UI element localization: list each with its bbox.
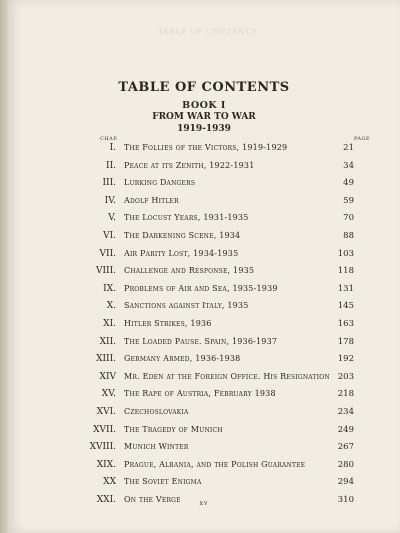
chapter-title: The Soviet Enigma [124, 477, 202, 487]
toc-row [8, 246, 400, 264]
chapter-title: Czechoslovakia [124, 406, 189, 416]
chapter-title: The Follies of the Victors, 1919-1929 [124, 143, 288, 152]
page-number: 280 [337, 459, 354, 470]
bleed-through-text: TABLE OF CONTENTS [158, 28, 257, 36]
chapter-title: Prague, Albania, and the Polish Guarantee [124, 459, 306, 469]
chapter-title: Challenge and Response, 1935 [124, 266, 255, 276]
chapter-title: On the Verge [124, 494, 181, 504]
chapter-number: XV. [101, 389, 116, 400]
toc-row [8, 316, 400, 334]
toc-row [8, 474, 400, 492]
chapter-number: XIV [99, 371, 116, 382]
chapter-title: The Locust Years, 1931-1935 [124, 213, 249, 223]
chapter-number: XVII. [93, 424, 116, 435]
page-number: 49 [343, 178, 354, 189]
chapter-title: Sanctions against Italy, 1935 [124, 301, 249, 311]
book-label: BOOK I [182, 100, 226, 111]
chapter-title: Problems of Air and Sea, 1935-1939 [124, 283, 278, 293]
chapter-title: Munich Winter [124, 442, 189, 452]
page-column-header: PAGE [354, 136, 371, 142]
chapter-title: Hitler Strikes, 1936 [124, 318, 212, 328]
page-number: 192 [337, 354, 354, 365]
chapter-number: IV. [104, 195, 116, 206]
chapter-number: XVI. [96, 406, 116, 417]
chapter-title: Air Parity Lost, 1934-1935 [124, 248, 239, 258]
toc-row [8, 386, 400, 404]
toc-row [8, 439, 400, 457]
chapter-number: XVIII. [89, 442, 116, 453]
page-number: 203 [337, 371, 354, 382]
chapter-title: The Rape of Austria, February 1938 [124, 389, 276, 399]
page-number: 21 [343, 143, 354, 153]
toc-row [8, 281, 400, 299]
toc-row [8, 158, 400, 176]
chapter-number: X. [106, 301, 116, 312]
page-number: 103 [337, 248, 354, 259]
toc-row [8, 369, 400, 387]
chapter-number: XII. [99, 336, 116, 347]
toc-row [8, 404, 400, 422]
page-number: 294 [337, 477, 354, 488]
toc-row [8, 175, 400, 193]
book-subtitle: FROM WAR TO WAR [152, 112, 256, 122]
toc-row [8, 351, 400, 369]
chapter-number: I. [109, 143, 116, 153]
chapter-number: XX [103, 477, 116, 488]
page-number: 310 [337, 494, 354, 505]
toc-row [8, 457, 400, 475]
chapter-number: VII. [99, 248, 116, 259]
page-number: 234 [337, 406, 354, 417]
toc-row [8, 422, 400, 440]
toc-row [8, 193, 400, 211]
page-number: 178 [337, 336, 354, 347]
chapter-column-header: CHAP. [100, 136, 119, 142]
page-number: 88 [343, 230, 354, 241]
chapter-title: The Loaded Pause. Spain, 1936-1937 [124, 336, 278, 346]
toc-list [8, 140, 400, 509]
chapter-title: Peace at its Zenith, 1922-1931 [124, 160, 255, 170]
chapter-title: Germany Armed, 1936-1938 [124, 354, 241, 364]
book-page [8, 0, 400, 533]
chapter-number: XIX. [96, 459, 116, 470]
chapter-number: IX. [103, 283, 116, 294]
page-title: TABLE OF CONTENTS [118, 80, 290, 95]
chapter-number: III. [102, 178, 116, 189]
toc-row [8, 298, 400, 316]
toc-row [8, 210, 400, 228]
chapter-number: VI. [103, 230, 116, 241]
chapter-title: Adolf Hitler [124, 195, 179, 205]
toc-row [8, 140, 400, 158]
toc-row [8, 263, 400, 281]
page-number: 34 [343, 160, 354, 171]
page-number: 118 [337, 266, 354, 277]
toc-row [8, 334, 400, 352]
chapter-number: XXI. [96, 494, 116, 505]
toc-row [8, 228, 400, 246]
book-gutter [0, 0, 8, 533]
page-number: 145 [337, 301, 354, 312]
chapter-title: The Tragedy of Munich [124, 424, 223, 434]
book-years: 1919-1939 [177, 124, 231, 134]
page-number: 267 [337, 442, 354, 453]
chapter-title: Mr. Eden at the Foreign Office. His Resignation [124, 371, 330, 381]
chapter-number: V. [108, 213, 116, 224]
chapter-number: XI. [103, 318, 116, 329]
chapter-number: XIII. [96, 354, 116, 365]
page-number: 249 [337, 424, 354, 435]
chapter-title: The Darkening Scene, 1934 [124, 230, 241, 240]
page-number: 70 [343, 213, 354, 224]
page-number: 59 [343, 195, 354, 206]
chapter-title: Lurking Dangers [124, 178, 196, 188]
chapter-number: VIII. [95, 266, 116, 277]
page-number: 218 [337, 389, 354, 400]
page-number: 131 [337, 283, 354, 294]
page-folio: xv [199, 500, 209, 507]
chapter-number: II. [106, 160, 116, 171]
page-number: 163 [337, 318, 354, 329]
